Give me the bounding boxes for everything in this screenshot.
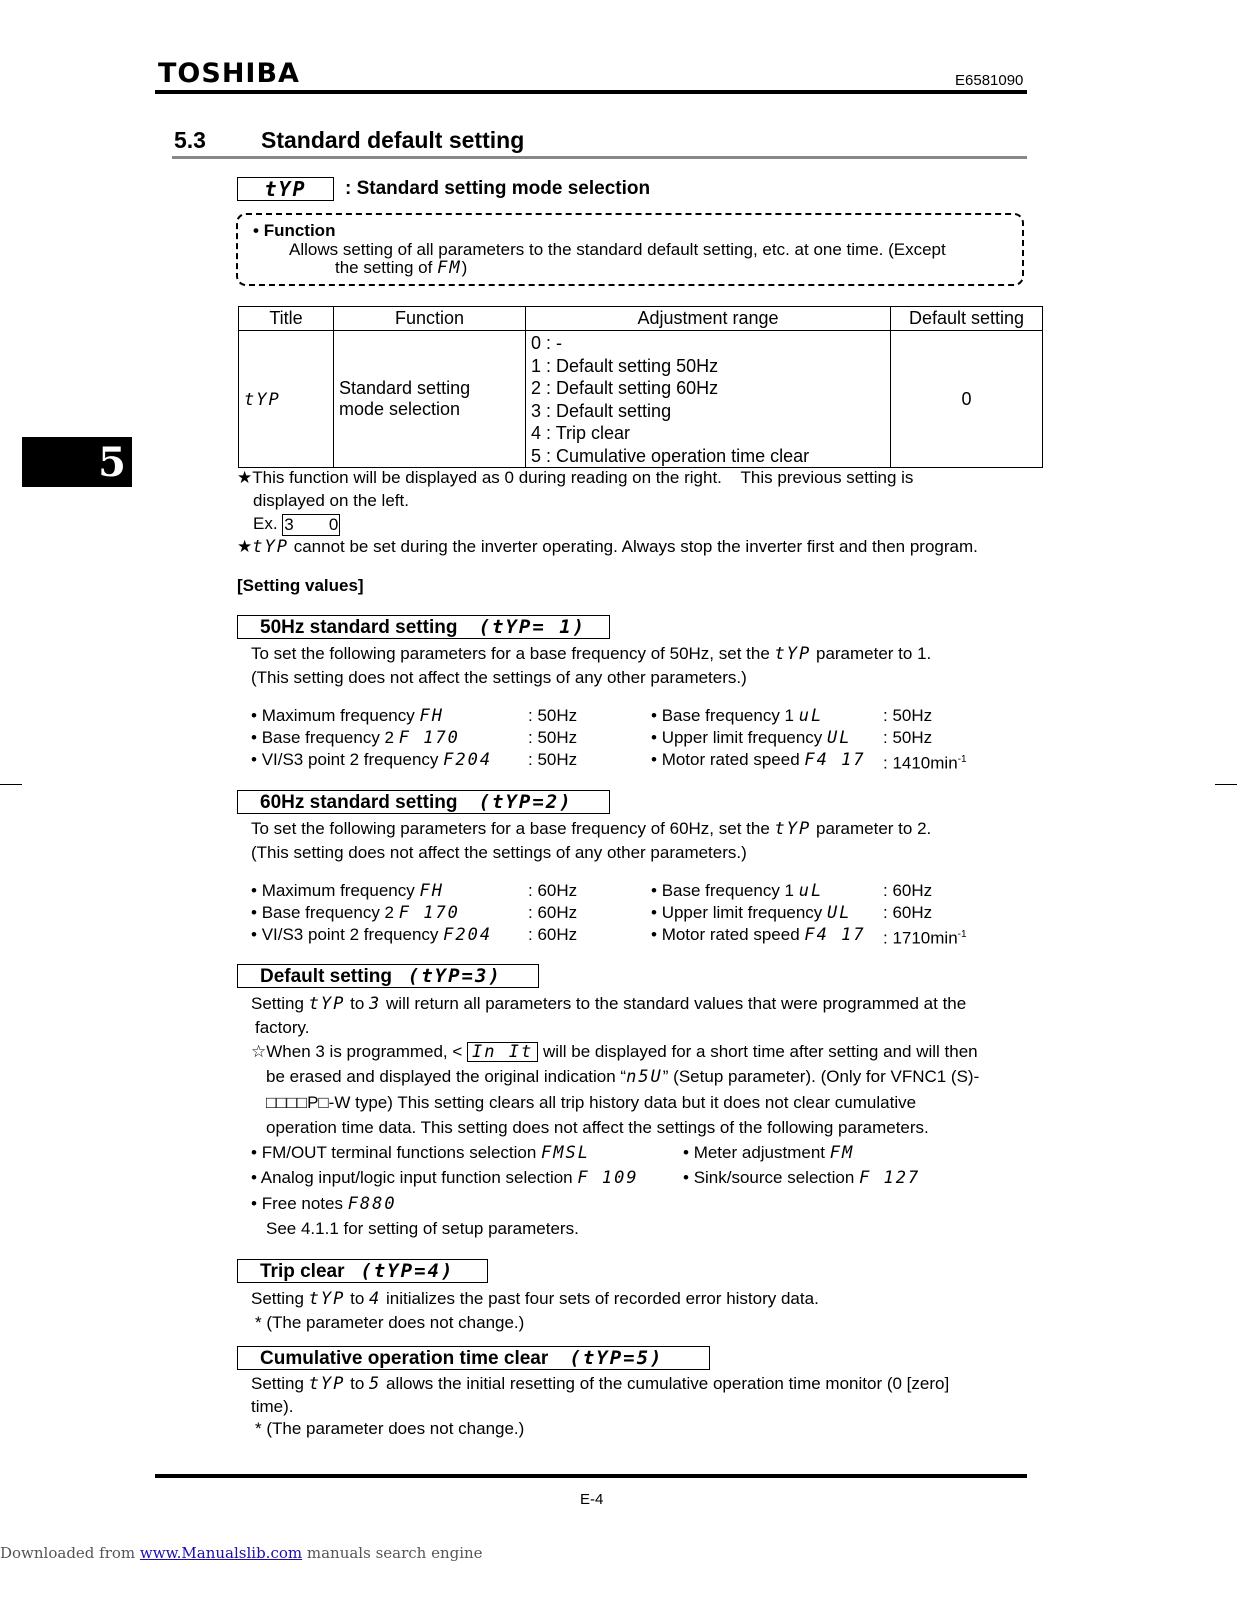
- list-item: [651, 727, 933, 749]
- sdef-l1-code: tYP: [308, 994, 346, 1014]
- strip-l1-code2: 4: [369, 1289, 382, 1309]
- s50-line2: (This setting does not affect the settings of any other parameters.): [251, 668, 747, 687]
- sdef-l3-a: ☆When 3 is programmed, <: [251, 1042, 463, 1061]
- item-label: • Base frequency 1: [651, 706, 794, 725]
- sdef-line2: factory.: [255, 1018, 310, 1037]
- heading-default-code: (tYP=3): [407, 965, 502, 987]
- heading-50hz-code: (tYP= 1): [478, 616, 587, 638]
- section-number: 5.3: [174, 127, 206, 153]
- s60-line1-code: tYP: [774, 819, 812, 839]
- param-title: : Standard setting mode selection: [345, 178, 651, 199]
- sdef-bullet-4: [683, 1168, 920, 1188]
- heading-cumulative: [237, 1346, 710, 1370]
- item-code: F204: [443, 750, 493, 770]
- list-item: [251, 727, 578, 749]
- list-item: [651, 749, 967, 773]
- sdef-line1: [251, 994, 966, 1014]
- bullet-code: F880: [347, 1194, 397, 1214]
- star2-code: tYP: [252, 537, 289, 557]
- range-item: 3 : Default setting: [531, 400, 672, 421]
- item-code: UL: [827, 903, 852, 923]
- s60-line2: (This setting does not affect the settings of any other parameters.): [251, 843, 747, 862]
- sdef-l1-a: Setting: [251, 994, 304, 1013]
- s50-right-list: [651, 705, 967, 773]
- heading-trip-clear: [237, 1259, 488, 1283]
- list-item: [651, 705, 933, 727]
- table-cell-range: [526, 331, 891, 468]
- item-code: uL: [798, 706, 824, 726]
- note-star2: [237, 537, 978, 557]
- s60-line1: [251, 819, 931, 839]
- watermark-prefix: Downloaded from: [0, 1544, 140, 1562]
- bullet-code: F 109: [577, 1168, 639, 1188]
- range-item: 2 : Default setting 60Hz: [531, 378, 719, 398]
- sdef-bullet-1: [251, 1143, 590, 1163]
- sdef-l3-b: will be displayed for a short time after setting and will then: [542, 1042, 978, 1061]
- table-cell-function: [334, 331, 526, 468]
- star2-prefix: ★: [237, 537, 253, 556]
- heading-default-text: Default setting: [260, 966, 392, 987]
- range-item: 4 : Trip clear: [531, 423, 631, 443]
- item-label: • Base frequency 1: [651, 881, 794, 900]
- item-value-sup: -1: [957, 754, 967, 765]
- bullet-text: • Sink/source selection: [683, 1168, 854, 1187]
- list-item: [251, 924, 578, 946]
- s50-line1-code: tYP: [774, 644, 812, 664]
- heading-trip-code: (tYP=4): [360, 1260, 455, 1282]
- doc-number: E6581090: [955, 72, 1024, 89]
- function-line2-code: FM: [437, 258, 462, 278]
- item-code: FH: [419, 706, 444, 726]
- item-code: F 170: [398, 903, 460, 923]
- param-code: tYP: [264, 177, 307, 201]
- s50-line1-suffix: parameter to 1.: [815, 644, 932, 663]
- parameter-table: [238, 306, 1043, 468]
- item-value-text: : 1410min: [883, 753, 958, 773]
- item-label: • Maximum frequency: [251, 706, 415, 725]
- watermark: [0, 1544, 483, 1562]
- heading-cum-code: (tYP=5): [569, 1347, 664, 1369]
- sdef-line5: □□□□P□-W type) This setting clears all trip history data but it does not clear cumulative: [266, 1093, 917, 1112]
- table-header-range: Adjustment range: [526, 307, 891, 331]
- watermark-suffix: manuals search engine: [302, 1544, 483, 1562]
- item-value: : 50Hz: [528, 750, 578, 769]
- item-value: : 50Hz: [528, 728, 578, 747]
- scum-l1-a: Setting: [251, 1374, 304, 1393]
- function-heading: [253, 221, 335, 241]
- brand-logo: TOSHIBA: [158, 58, 300, 89]
- sdef-see: See 4.1.1 for setting of setup parameters.: [266, 1219, 579, 1238]
- item-value: : 60Hz: [883, 881, 933, 900]
- item-label: • VI/S3 point 2 frequency: [251, 925, 438, 944]
- item-code: UL: [827, 728, 852, 748]
- item-label: • Base frequency 2: [251, 728, 394, 747]
- item-value-text: : 1710min: [883, 928, 958, 948]
- table-cell-title: [239, 331, 334, 468]
- bullet-text: • FM/OUT terminal functions selection: [251, 1143, 536, 1162]
- s50-line1: [251, 644, 931, 664]
- sdef-l1-code2: 3: [369, 994, 382, 1014]
- list-item: [651, 902, 933, 924]
- strip-line2: * (The parameter does not change.): [255, 1313, 525, 1332]
- chapter-tab: [22, 437, 132, 487]
- item-label: • VI/S3 point 2 frequency: [251, 750, 438, 769]
- note-example: [253, 514, 340, 536]
- header-rule: [155, 90, 1027, 94]
- bullet-text: • Meter adjustment: [683, 1143, 825, 1162]
- list-item: [251, 880, 578, 902]
- heading-default: [237, 964, 539, 988]
- item-value: : 50Hz: [528, 706, 578, 725]
- note-star1-line1: ★This function will be displayed as 0 during reading on the right. This previous setting is: [237, 468, 914, 487]
- item-label: • Motor rated speed: [651, 750, 800, 769]
- heading-cum-text: Cumulative operation time clear: [260, 1348, 549, 1369]
- function-bullet: •: [253, 221, 264, 240]
- s60-right-list: [651, 880, 967, 948]
- item-code: F4 17: [804, 750, 866, 770]
- scum-l1-code2: 5: [369, 1374, 382, 1394]
- example-left: 3: [284, 515, 294, 534]
- function-line2-prefix: the setting of: [335, 258, 433, 277]
- sdef-l3-code: In It: [467, 1042, 538, 1062]
- function-line2-suffix: ): [461, 258, 468, 277]
- table-row: [239, 331, 1043, 468]
- strip-l1-c: initializes the past four sets of recorded error history data.: [386, 1289, 819, 1308]
- item-label: • Upper limit frequency: [651, 728, 822, 747]
- item-value: : 60Hz: [528, 925, 578, 944]
- example-box: [282, 514, 340, 536]
- item-label: • Upper limit frequency: [651, 903, 822, 922]
- setting-values-label: [Setting values]: [237, 576, 364, 595]
- scum-l1-b: to: [350, 1374, 365, 1393]
- bullet-code: F 127: [859, 1168, 921, 1188]
- s50-left-list: [251, 705, 578, 771]
- function-box: [236, 213, 1024, 286]
- heading-50hz: [237, 615, 610, 639]
- table-function-line1: Standard setting: [339, 378, 471, 398]
- scum-l1-code: tYP: [308, 1374, 346, 1394]
- section-rule: [172, 156, 1027, 159]
- s60-line1-suffix: parameter to 2.: [815, 819, 932, 838]
- example-label: Ex.: [253, 514, 278, 533]
- list-item: [251, 705, 578, 727]
- table-header-row: [239, 307, 1043, 331]
- s60-line1-prefix: To set the following parameters for a base frequency of 60Hz, set the: [251, 819, 770, 838]
- sdef-line4: [266, 1067, 979, 1087]
- item-code: F 170: [398, 728, 460, 748]
- list-item: [651, 924, 967, 948]
- sdef-line3: [251, 1042, 978, 1062]
- item-value: : 60Hz: [883, 903, 933, 922]
- bullet-text: • Free notes: [251, 1194, 343, 1213]
- list-item: [251, 902, 578, 924]
- range-item: 5 : Cumulative operation time clear: [531, 445, 810, 466]
- function-line2: [335, 258, 467, 278]
- s60-left-list: [251, 880, 578, 946]
- item-label: • Base frequency 2: [251, 903, 394, 922]
- sdef-l4-a: be erased and displayed the original indication “: [266, 1067, 627, 1086]
- strip-l1-a: Setting: [251, 1289, 304, 1308]
- note-star1-line2: displayed on the left.: [253, 491, 409, 510]
- item-code: F204: [443, 925, 493, 945]
- bullet-text: • Analog input/logic input function selection: [251, 1168, 573, 1187]
- table-header-title: Title: [239, 307, 334, 331]
- table-header-default: Default setting: [891, 307, 1043, 331]
- example-right: 0: [328, 515, 339, 534]
- heading-60hz: [237, 790, 610, 814]
- sdef-bullet-5: [251, 1194, 397, 1214]
- watermark-link[interactable]: www.Manualslib.com: [139, 1544, 303, 1562]
- table-header-function: Function: [334, 307, 526, 331]
- heading-60hz-code: (tYP=2): [478, 791, 573, 813]
- item-label: • Maximum frequency: [251, 881, 415, 900]
- scum-line3: * (The parameter does not change.): [255, 1419, 525, 1438]
- heading-trip-text: Trip clear: [260, 1261, 345, 1282]
- list-item: [251, 749, 578, 771]
- strip-l1-b: to: [350, 1289, 365, 1308]
- sdef-l1-c: will return all parameters to the standard values that were programmed at the: [386, 994, 967, 1013]
- heading-60hz-text: 60Hz standard setting: [260, 792, 458, 813]
- sdef-bullet-3: [251, 1168, 639, 1188]
- sdef-l4-code: n5U: [626, 1067, 663, 1087]
- item-label: • Motor rated speed: [651, 925, 800, 944]
- table-title-code: tYP: [244, 389, 281, 410]
- scum-line2: time).: [251, 1397, 294, 1416]
- strip-line1: [251, 1289, 819, 1309]
- bullet-code: FM: [829, 1143, 855, 1163]
- item-value: [883, 924, 967, 950]
- margin-mark-right: [1215, 784, 1237, 785]
- strip-l1-code: tYP: [308, 1289, 346, 1309]
- footer-rule: [155, 1474, 1027, 1478]
- item-code: FH: [419, 881, 444, 901]
- function-line1: Allows setting of all parameters to the standard default setting, etc. at one time. (Except: [289, 240, 946, 259]
- scum-l1-c: allows the initial resetting of the cumulative operation time monitor (0 [zero]: [386, 1374, 950, 1393]
- section-title: Standard default setting: [261, 127, 525, 153]
- s50-line1-prefix: To set the following parameters for a base frequency of 50Hz, set the: [251, 644, 770, 663]
- item-value: : 50Hz: [883, 706, 933, 725]
- range-item: 1 : Default setting 50Hz: [531, 355, 719, 376]
- sdef-bullet-2: [683, 1143, 854, 1163]
- star2-text: cannot be set during the inverter operating. Always stop the inverter first and then program.: [293, 537, 978, 556]
- range-item: 0 : -: [531, 333, 563, 353]
- table-cell-default: 0: [891, 331, 1043, 468]
- scum-line1: [251, 1374, 949, 1394]
- sdef-l4-b: ” (Setup parameter). (Only for VFNC1 (S)-: [662, 1067, 980, 1086]
- item-value: : 50Hz: [883, 728, 933, 747]
- item-value: : 60Hz: [528, 881, 578, 900]
- function-heading-text: Function: [263, 221, 336, 240]
- margin-mark-left: [0, 784, 22, 785]
- item-code: uL: [798, 881, 824, 901]
- chapter-tab-number: 5: [98, 439, 126, 486]
- heading-50hz-text: 50Hz standard setting: [260, 617, 458, 638]
- sdef-line6: operation time data. This setting does not affect the settings of the following parameters.: [266, 1118, 929, 1137]
- page-number: E-4: [580, 1491, 604, 1508]
- item-value-sup: -1: [957, 929, 967, 940]
- bullet-code: FMSL: [541, 1143, 590, 1163]
- sdef-l1-b: to: [350, 994, 365, 1013]
- item-value: : 60Hz: [528, 903, 578, 922]
- item-value: [883, 749, 967, 775]
- param-code-box: [237, 177, 334, 201]
- table-function-line2: mode selection: [339, 399, 461, 419]
- item-code: F4 17: [804, 925, 866, 945]
- list-item: [651, 880, 933, 902]
